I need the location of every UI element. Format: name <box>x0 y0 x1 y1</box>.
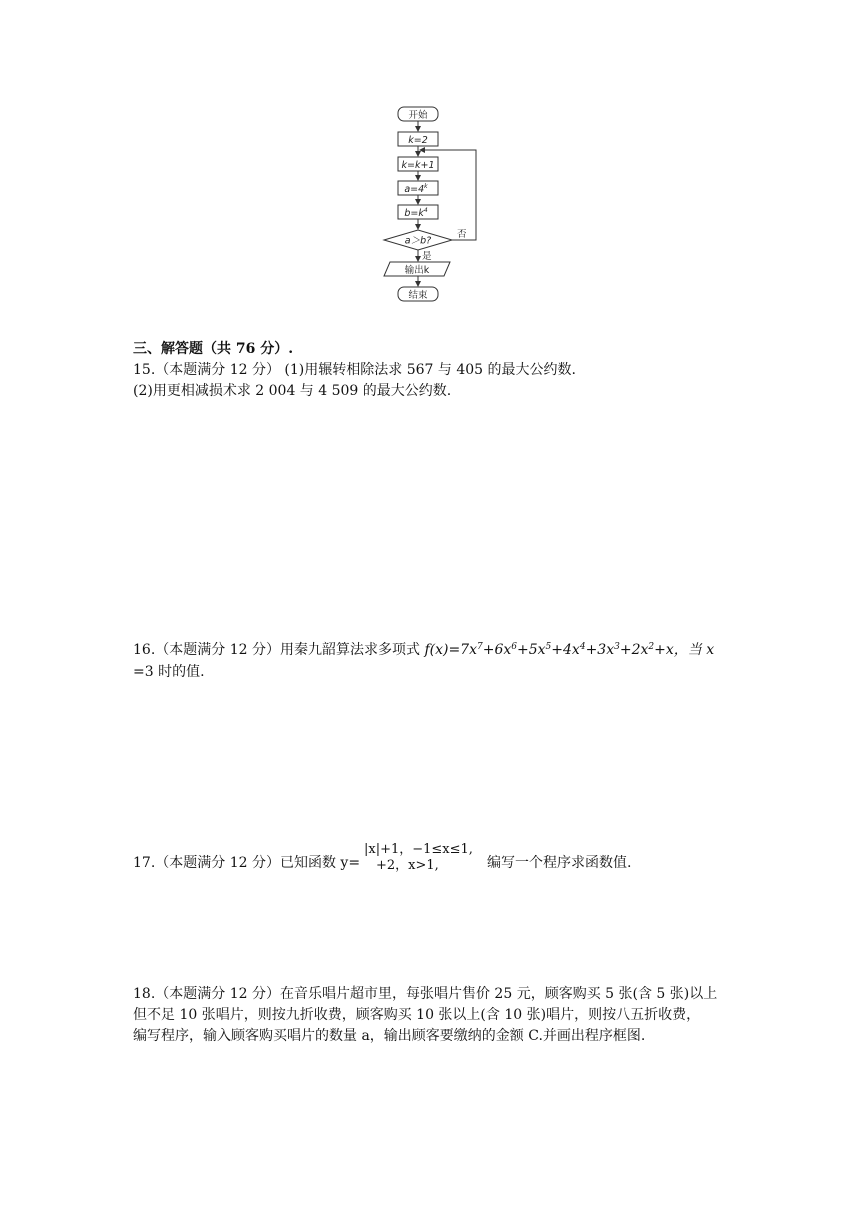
q16-line1 <box>133 640 714 660</box>
flow-step-text: k=k+1 <box>401 160 435 171</box>
q17-prefix: 17.（本题满分 12 分）已知函数 y= <box>133 855 361 871</box>
q17-suffix: 编写一个程序求函数值. <box>487 855 632 871</box>
q15-line1: 15.（本题满分 12 分） (1)用辗转相除法求 567 与 405 的最大公约数. <box>133 362 576 378</box>
flow-yes-label: 是 <box>422 251 432 262</box>
section-title: 三、解答题（共 76 分）. <box>133 341 294 357</box>
q17-case1: |x|+1，−1≤x≤1, <box>364 842 473 857</box>
flow-decision-text: a＞b? <box>404 235 432 247</box>
q18-line2: 但不足 10 张唱片，则按九折收费，顾客购买 10 张以上(含 10 张)唱片，则按八五折收费， <box>133 1007 701 1023</box>
q15-line2: (2)用更相减损术求 2 004 与 4 509 的最大公约数. <box>133 383 452 399</box>
flow-a-text: $a=4^k$ <box>404 183 428 195</box>
q16-polynomial: $f(x)=7x^7+6x^6+5x^5+4x^4+3x^3+2x^2+x$，当 x <box>424 642 715 658</box>
flow-start-text: 开始 <box>408 110 428 121</box>
flow-no-label: 否 <box>457 229 467 240</box>
q16-prefix: 16.（本题满分 12 分）用秦九韶算法求多项式 <box>133 642 425 658</box>
flow-b-text: $b=k^4$ <box>404 207 428 219</box>
flow-output-text: 输出k <box>404 265 430 276</box>
q16-line2: =3 时的值. <box>133 664 205 680</box>
q18-line3: 编写程序，输入顾客购买唱片的数量 a，输出顾客要缴纳的金额 C.并画出程序框图. <box>133 1028 646 1044</box>
flowchart-diagram <box>380 104 480 304</box>
flow-init-text: k=2 <box>408 135 428 146</box>
q18-line1: 18.（本题满分 12 分）在音乐唱片超市里，每张唱片售价 25 元，顾客购买 5 张(含 5 张)以上 <box>133 986 718 1002</box>
flow-end-text: 结束 <box>408 290 428 301</box>
q17-case2: +2，x>1, <box>376 858 439 873</box>
